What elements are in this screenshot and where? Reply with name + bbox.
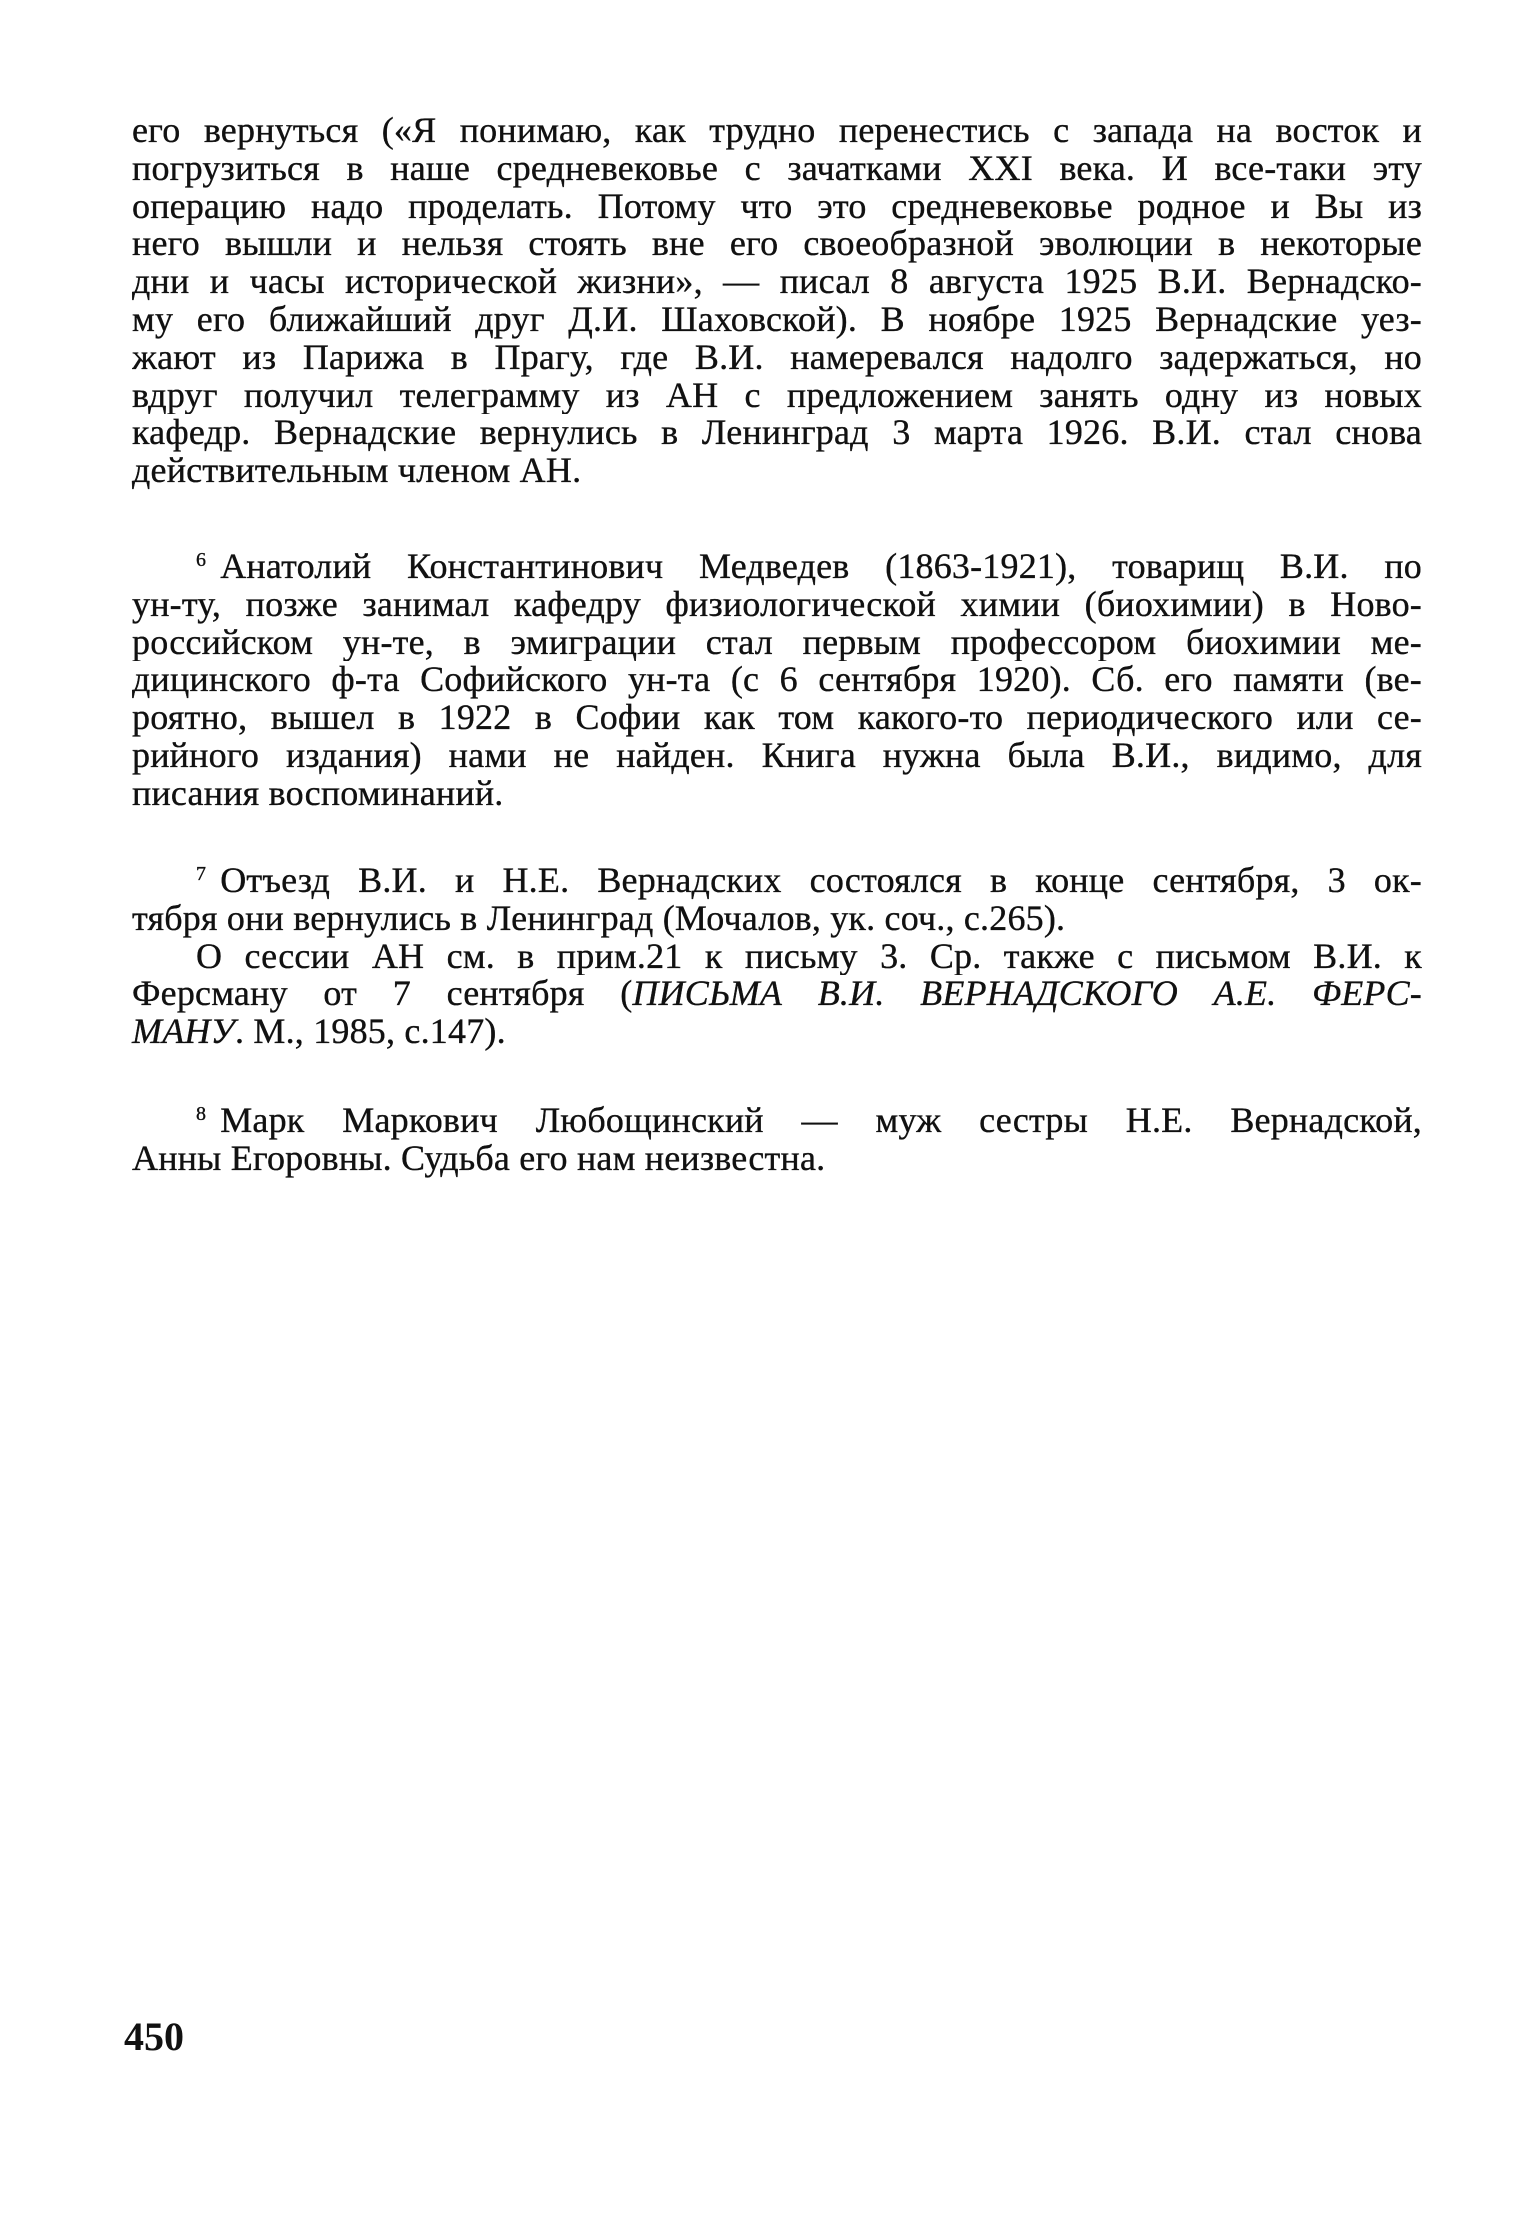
text-line: О сессии АН см. в прим.21 к письму 3. Ср. также с письмом В.И. к <box>196 937 1422 976</box>
text-line <box>132 975 1422 1013</box>
footnote-marker: 6 <box>196 549 207 571</box>
text-line: писания воспоминаний. <box>132 772 504 813</box>
text-line: жают из Парижа в Прагу, где В.И. намеревался надолго задержаться, но <box>132 338 1422 377</box>
text-line: дицинского ф-та Софийского ун-та (с 6 сентября 1920). Сб. его памяти (ве- <box>132 661 1422 700</box>
continuation-paragraph <box>132 112 1422 490</box>
text-line: российском ун-те, в эмиграции стал первым профессором биохимии ме- <box>132 623 1422 662</box>
text-line: погрузиться в наше средневековье с зачатками XXI века. И все-таки эту <box>132 149 1422 188</box>
text-line: операцию надо проделать. Потому что это средневековье родное и Вы из <box>132 187 1422 226</box>
footnote-marker: 8 <box>196 1103 207 1125</box>
text-line <box>132 862 1422 900</box>
footnote-text: Отъезд В.И. и Н.Е. Вернадских состоялся в конце сентября, 3 ок- <box>220 862 1422 900</box>
text-line: му его ближайший друг Д.И. Шаховской). В ноябре 1925 Вернадские уез- <box>132 300 1422 339</box>
text-line: роятно, вышел в 1922 в Софии как том какого-то периодического или се- <box>132 699 1422 737</box>
footnote-7 <box>132 862 1422 1051</box>
text-line: ун-ту, позже занимал кафедру физиологической химии (биохимии) в Ново- <box>132 585 1422 624</box>
text-line: его вернуться («Я понимаю, как трудно перенестись с запада на восток и <box>132 112 1422 150</box>
footnote-marker: 7 <box>196 863 207 885</box>
footnote-8 <box>132 1102 1422 1178</box>
footnote-text: Ферсману от 7 сентября ( <box>132 975 633 1014</box>
text-line <box>132 1013 1422 1051</box>
text-line: тября они вернулись в Ленинград (Мочалов, ук. соч., с.265). <box>132 897 1066 938</box>
footnote-6 <box>132 548 1422 813</box>
text-line: него вышли и нельзя стоять вне его своеобразной эволюции в некоторые <box>132 225 1422 264</box>
text-line <box>132 548 1422 586</box>
text-line: кафедр. Вернадские вернулись в Ленинград 3 марта 1926. В.И. стал снова <box>132 414 1422 453</box>
text-line: дни и часы исторической жизни», — писал 8 августа 1925 В.И. Вернадско- <box>132 263 1422 301</box>
text-line: рийного издания) нами не найден. Книга нужна была В.И., видимо, для <box>132 736 1422 775</box>
text-line: Анны Егоровны. Судьба его нам неизвестна. <box>132 1137 826 1178</box>
book-title: МАНУ <box>132 1011 235 1052</box>
footnote-text: Марк Маркович Любощинский — муж сестры Н.Е. Вернадской, <box>220 1102 1422 1140</box>
page-number: 450 <box>124 2014 184 2059</box>
text-line: действительным членом АН. <box>132 450 582 491</box>
book-title: ПИСЬМА В.И. ВЕРНАДСКОГО А.Е. ФЕРС- <box>632 975 1422 1014</box>
footnote-text: Анатолий Константинович Медведев (1863-1921), товарищ В.И. по <box>220 548 1422 586</box>
text-line <box>132 1102 1422 1140</box>
footnote-text: . М., 1985, с.147). <box>235 1011 506 1052</box>
text-line: вдруг получил телеграмму из АН с предложением занять одну из новых <box>132 376 1422 415</box>
